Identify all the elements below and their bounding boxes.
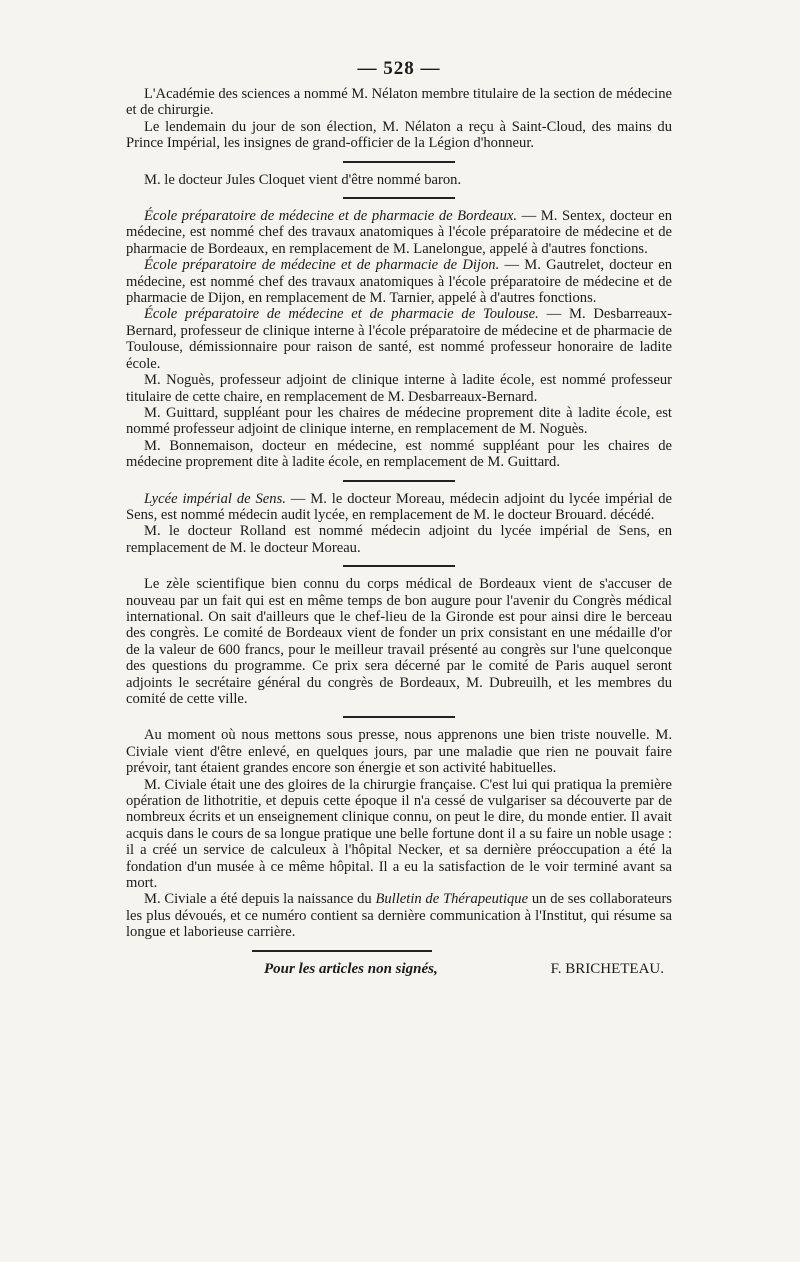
paragraph-text: — M. Desbarreaux-Bernard, professeur de clinique interne à l'école préparatoire de médecine et de pharmacie de Toulouse, démissionnaire pour raison de santé, est nommé professeur honoraire de ladite école. xyxy=(126,306,672,372)
paragraph: Au moment où nous mettons sous presse, nous apprenons une bien triste nouvelle. M. Civiale vient d'être enlevé, en quelques jours, par une maladie que rien ne pouvait faire prévoir, tant étaient grandes encore son énergie et son activité habituelles. xyxy=(126,727,672,777)
paragraph: M. Guittard, suppléant pour les chaires de médecine proprement dite à ladite école, est nommé professeur adjoint de clinique interne, en remplacement de M. Noguès. xyxy=(126,404,672,438)
bulletin-title: Bulletin de Thérapeutique xyxy=(375,891,529,908)
paragraph-text: — M. Sentex, docteur en médecine, est nommé chef des travaux anatomiques à l'école préparatoire de médecine et de pharmacie de Bordeaux, en remplacement de M. Lanelongue, appelé à d'autres fonctions. xyxy=(126,208,672,257)
section-cloquet xyxy=(126,172,672,188)
section-divider xyxy=(343,565,455,567)
section-divider xyxy=(343,716,455,718)
school-title: École préparatoire de médecine et de pharmacie de Bordeaux. xyxy=(144,208,518,225)
paragraph: Le lendemain du jour de son élection, M. Nélaton a reçu à Saint-Cloud, des mains du Prince Impérial, les insignes de grand-officier de la Légion d'honneur. xyxy=(126,118,672,152)
signature-name: F. BRICHETEAU. xyxy=(550,960,664,977)
school-title: École préparatoire de médecine et de pharmacie de Dijon. xyxy=(144,257,500,274)
section-ecoles xyxy=(126,208,672,471)
page-number: — 528 — xyxy=(357,58,441,79)
paragraph-sens xyxy=(126,491,672,524)
paragraph: M. le docteur Jules Cloquet vient d'être nommé baron. xyxy=(144,171,462,188)
paragraph-text: — M. le docteur Moreau, médecin adjoint du lycée impérial de Sens, est nommé médecin audit lycée, en remplacement de M. le docteur Brouard. décédé. xyxy=(126,490,673,523)
paragraph: M. le docteur Rolland est nommé médecin adjoint du lycée impérial de Sens, en remplacement de M. le docteur Moreau. xyxy=(126,523,672,556)
section-divider xyxy=(343,197,455,199)
school-title: École préparatoire de médecine et de pharmacie de Toulouse. xyxy=(144,306,539,323)
paragraph-text: M. Civiale a été depuis la naissance du xyxy=(144,891,376,908)
paragraph-toulouse xyxy=(126,306,672,372)
paragraph: M. Noguès, professeur adjoint de clinique interne à ladite école, est nommé professeur titulaire de cette chaire, en remplacement de M. Desbarreaux-Bernard. xyxy=(126,372,672,405)
paragraph-bordeaux xyxy=(126,208,672,257)
paragraph: M. Bonnemaison, docteur en médecine, est nommé suppléant pour les chaires de médecine proprement dite à ladite école, en remplacement de M. Guittard. xyxy=(126,437,672,471)
paragraph-text: un de ses collaborateurs les plus dévoués, et ce numéro contient sa dernière communication à l'Institut, qui résume sa longue et laborieuse carrière. xyxy=(126,891,672,941)
section-congres xyxy=(126,576,672,707)
section-divider xyxy=(343,161,455,163)
lycee-title: Lycée impérial de Sens. xyxy=(144,490,286,507)
signature-label: Pour les articles non signés, xyxy=(264,960,438,977)
section-divider xyxy=(343,480,455,482)
paragraph-text: — M. Gautrelet, docteur en médecine, est nommé chef des travaux anatomiques à l'école préparatoire de médecine et de pharmacie de Dijon, en remplacement de M. Tarnier, appelé à d'autres fonctions. xyxy=(126,257,672,307)
paragraph: L'Académie des sciences a nommé M. Nélaton membre titulaire de la section de médecine et de chirurgie. xyxy=(126,86,672,119)
paragraph: Le zèle scientifique bien connu du corps médical de Bordeaux vient de s'accuser de nouveau par un fait qui est en même temps de bon augure pour l'avenir du Congrès médical international. On sait d'ailleurs que le chef-lieu de la Gironde est pour ainsi dire le berceau des congrès. Le comité de Bordeaux vient de fonder un prix consistant en une médaille d'or de la valeur de 600 francs, pour le meilleur travail présenté au congrès sur l'une quelconque des questions du programme. Ce prix sera décerné par le comité de Paris auquel seront adjoints le secrétaire général du congrès de Bordeaux, M. Dubreuilh, et les membres du comité de cette ville. xyxy=(126,576,672,707)
paragraph-dijon xyxy=(126,257,672,306)
section-civiale xyxy=(126,727,672,940)
signature-line xyxy=(126,961,672,978)
paragraph-civiale-bulletin xyxy=(126,891,672,940)
signature-divider xyxy=(252,950,432,952)
section-academie xyxy=(126,86,672,152)
paragraph: M. Civiale était une des gloires de la chirurgie française. C'est lui qui pratiqua la première opération de lithotritie, et depuis cette époque il n'a cessé de vulgariser sa découverte par de nombreux écrits et un enseignement clinique connu, on peut le dire, du monde entier. Il avait acquis dans le cours de sa longue pratique une belle fortune dont il a su faire un noble usage : il a créé un service de calculeux à l'hôpital Necker, et sa dernière préoccupation a été la fondation d'un musée à ce même hôpital. Il a eu la satisfaction de le voir terminé avant sa mort. xyxy=(126,776,672,892)
section-lycee-sens xyxy=(126,491,672,557)
